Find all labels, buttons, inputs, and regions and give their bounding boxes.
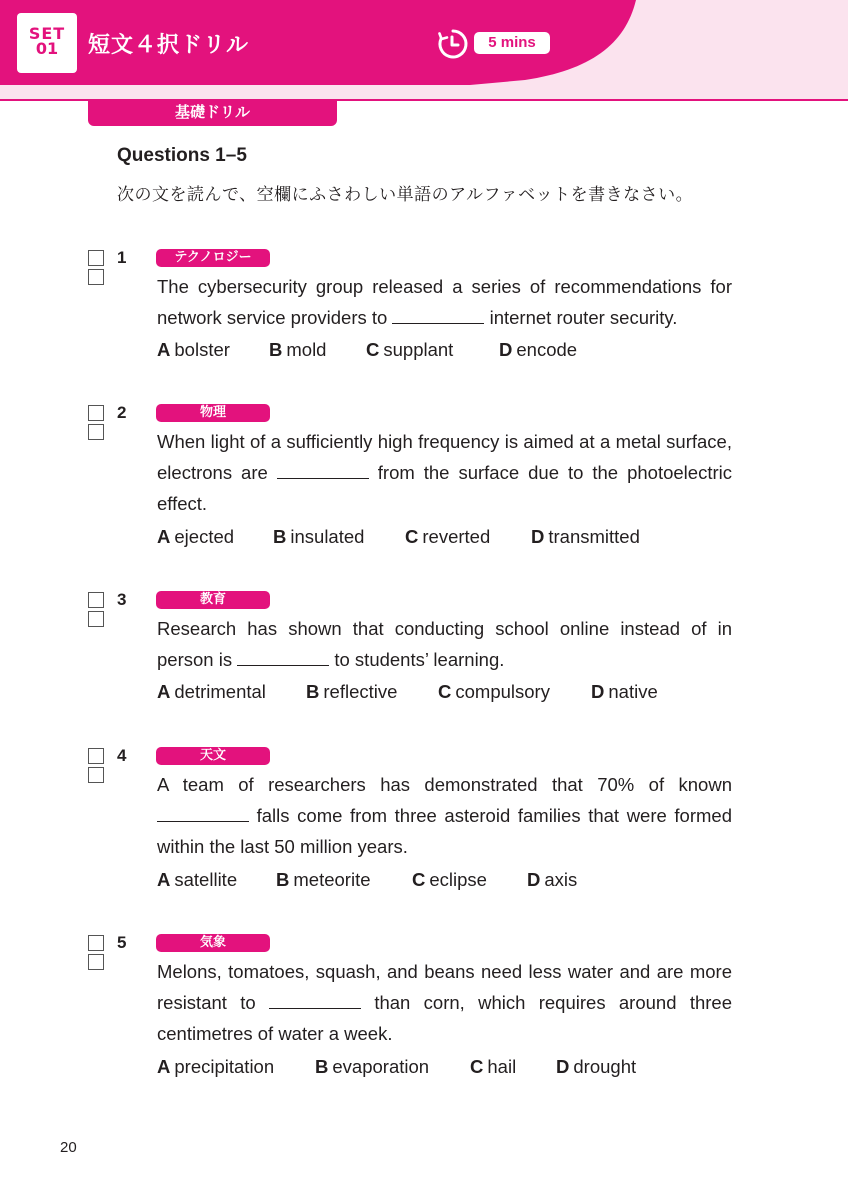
option-d: D axis (527, 869, 578, 890)
option-c: C eclipse (412, 869, 487, 890)
category-tag: テクノロジー (156, 249, 270, 267)
option-b: B evaporation (315, 1056, 430, 1077)
set-badge-label: SET (28, 24, 66, 43)
text-before-blank: The cybersecurity group released a series of recommendations for network service providers to (157, 276, 732, 328)
answer-blank (269, 989, 361, 1009)
text-after-blank: from the surface due to the photoelectric effect. (157, 462, 732, 514)
checkbox-first-attempt[interactable] (88, 592, 104, 608)
checkbox-first-attempt[interactable] (88, 405, 104, 421)
option-d: D native (591, 681, 658, 702)
category-tag: 物理 (156, 404, 270, 422)
category-tag: 天文 (156, 747, 270, 765)
instructions: 次の文を読んで、空欄にふさわしい単語のアルファベットを書きなさい。 (117, 185, 694, 205)
option-a: A ejected (157, 526, 235, 547)
category-tag: 教育 (156, 591, 270, 609)
option-a: A detrimental (157, 681, 266, 702)
option-a: A satellite (157, 869, 238, 890)
text-before-blank: A team of researchers has demonstrated that 70% of known (157, 774, 732, 795)
checkbox-second-attempt[interactable] (88, 611, 104, 627)
option-c: C supplant (366, 339, 454, 360)
checkbox-second-attempt[interactable] (88, 767, 104, 783)
option-c: C hail (470, 1056, 517, 1077)
option-b: B meteorite (276, 869, 371, 890)
question-text (157, 956, 732, 1049)
option-a: A bolster (157, 339, 230, 360)
text-before-blank: When light of a sufficiently high frequency is aimed at a metal surface, electrons are (157, 431, 732, 483)
time-limit-badge: 5 mins (474, 32, 550, 54)
category-tag: 気象 (156, 934, 270, 952)
question-5 (0, 933, 848, 1093)
question-text (157, 426, 732, 519)
checkbox-second-attempt[interactable] (88, 424, 104, 440)
text-before-blank: Research has shown that conducting school online instead of in person is (157, 618, 732, 670)
answer-blank (157, 802, 249, 822)
text-after-blank: internet router security. (484, 307, 678, 328)
option-d: D encode (499, 339, 578, 360)
text-after-blank: to students’ learning. (329, 649, 505, 670)
set-badge-number: 01 (35, 39, 59, 58)
text-before-blank: Melons, tomatoes, squash, and beans need less water and are more resistant to (157, 961, 732, 1013)
option-b: B mold (269, 339, 327, 360)
question-1 (0, 248, 848, 378)
question-4 (0, 746, 848, 906)
text-after-blank: than corn, which requires around three centimetres of water a week. (157, 992, 732, 1044)
checkbox-first-attempt[interactable] (88, 250, 104, 266)
timer-icon (437, 28, 469, 60)
option-c: C reverted (405, 526, 491, 547)
checkbox-first-attempt[interactable] (88, 748, 104, 764)
question-number: 1 (117, 248, 127, 267)
page-number: 20 (60, 1139, 77, 1156)
question-number: 4 (117, 746, 127, 765)
option-a: A precipitation (157, 1056, 275, 1077)
option-b: B insulated (273, 526, 365, 547)
option-d: D transmitted (531, 526, 640, 547)
questions-heading: Questions 1–5 (117, 145, 247, 166)
option-d: D drought (556, 1056, 637, 1077)
question-text (157, 613, 732, 675)
question-number: 5 (117, 933, 127, 952)
checkbox-second-attempt[interactable] (88, 269, 104, 285)
text-after-blank: falls come from three asteroid families that were formed within the last 50 million years. (157, 805, 732, 857)
checkbox-first-attempt[interactable] (88, 935, 104, 951)
question-number: 2 (117, 403, 127, 422)
drill-title: 短文４択ドリル (88, 33, 250, 58)
question-2 (0, 403, 848, 563)
question-3 (0, 590, 848, 720)
question-text (157, 769, 732, 862)
answer-blank (277, 459, 369, 479)
set-badge (17, 13, 77, 73)
answer-blank (237, 646, 329, 666)
answer-blank (392, 304, 484, 324)
question-number: 3 (117, 590, 127, 609)
question-text (157, 271, 732, 333)
section-label: 基礎ドリル (88, 100, 337, 126)
option-b: B reflective (306, 681, 398, 702)
option-c: C compulsory (438, 681, 550, 702)
checkbox-second-attempt[interactable] (88, 954, 104, 970)
